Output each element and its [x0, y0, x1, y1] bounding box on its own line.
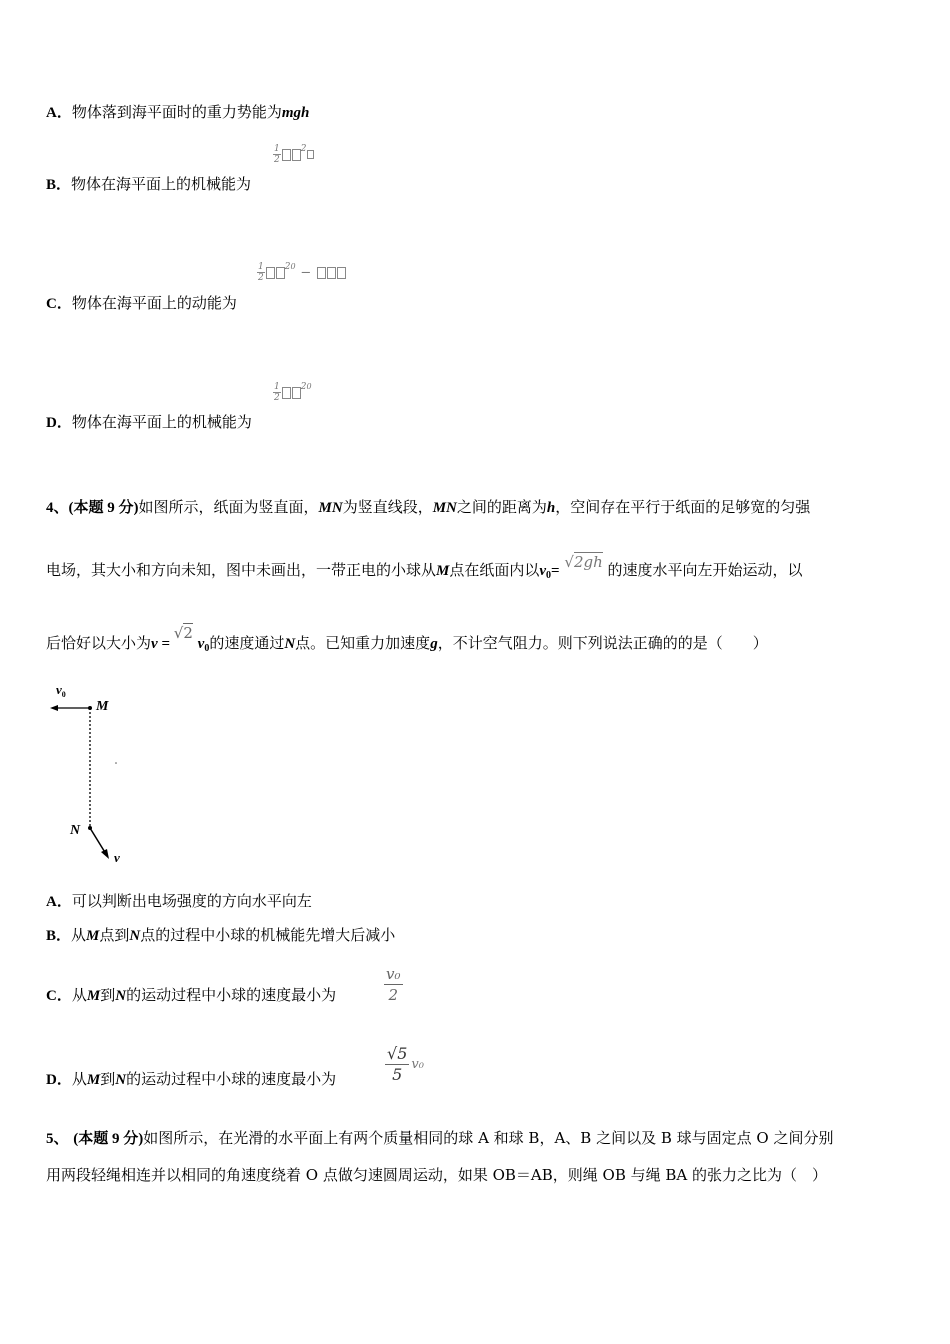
option-c-formula: $\frac{1}{2}$ $^{20}$ − [257, 262, 346, 283]
q4-option-d: D．从M到N的运动过程中小球的速度最小为 [46, 1070, 337, 1088]
q5-line1: 5、 (本题 9 分)如图所示，在光滑的水平面上有两个质量相同的球 A 和球 B，A、B 之间以及 B 球与固定点 O 之间分别 [46, 1129, 834, 1147]
formula-fraction: $\frac{1}{2}$ [274, 144, 280, 165]
q4-option-a: A．可以判断出电场强度的方向水平向左 [46, 892, 312, 910]
option-d: D．物体在海平面上的机械能为 [46, 413, 252, 431]
q4-option-c-fraction: $\frac{\text{v₀}}{2}$ [386, 965, 401, 1004]
option-a-var: mgh [281, 105, 310, 121]
fig-v0-label: $v_0$ [56, 682, 66, 699]
option-a-text: 物体落到海平面时的重力势能为 [71, 103, 282, 121]
option-a-label: A． [46, 105, 72, 121]
q4-option-d-fraction: $\frac{√5}{5}$ v₀ [387, 1044, 424, 1084]
q4-figure [46, 680, 146, 870]
fig-v-label: v [114, 850, 120, 865]
q5-line2: 用两段轻绳相连并以相同的角速度绕着 O 点做匀速圆周运动，如果 OB＝AB，则绳 OB 与绳 BA 的张力之比为（ ） [46, 1166, 828, 1184]
option-a [46, 102, 309, 123]
option-c: C．物体在海平面上的动能为 [46, 294, 237, 312]
sqrt-2gh: √2gh [564, 553, 603, 571]
option-b: B．物体在海平面上的机械能为 [46, 175, 252, 193]
q4-line2: 电场，其大小和方向未知，图中未画出，一带正电的小球从M点在纸面内以$v_0= √2gh$ 的速度水平向左开始运动，以 [46, 553, 803, 581]
option-d-formula: $\frac{1}{2}$ $^{20}$ [274, 382, 312, 403]
fig-m-label: M [96, 699, 109, 714]
q4-option-b: B．从M点到N点的过程中小球的机械能先增大后减小 [46, 926, 396, 944]
q4-option-c: C．从M到N的运动过程中小球的速度最小为 [46, 986, 337, 1004]
fig-n-label: N [70, 823, 81, 838]
v-arrow-head [101, 849, 109, 859]
q4-line3: 后恰好以大小为v = √2 $v_0$的速度通过N点。已知重力加速度g，不计空气阻力。则下列说法正确的的是（ ） [46, 624, 768, 654]
v0-arrow-head [50, 705, 58, 711]
sqrt-2: √2 [173, 624, 193, 642]
q4-line1: 4、(本题 9 分)如图所示，纸面为竖直面，MN为竖直线段，MN之间的距离为h，空间存在平行于纸面的足够宽的匀强 [46, 498, 811, 516]
v-arrow-line [90, 828, 106, 854]
dot [115, 762, 117, 764]
option-b-formula: $\frac{1}{2}$ $^2$ [273, 144, 314, 165]
point-m [88, 706, 92, 710]
